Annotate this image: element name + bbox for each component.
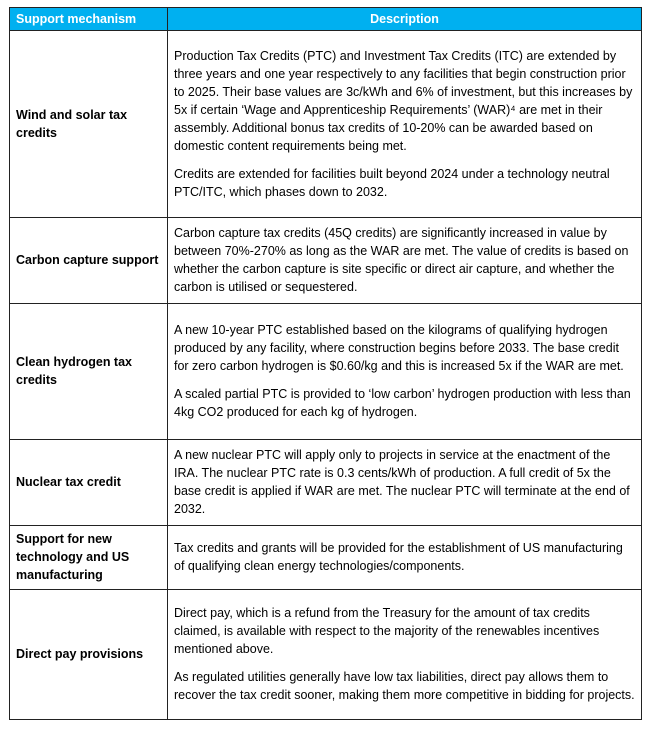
description-cell: [168, 526, 642, 590]
description-cell: [168, 31, 642, 218]
table-row: [10, 526, 642, 590]
description-cell: [168, 218, 642, 304]
support-mechanisms-table: [9, 7, 642, 720]
description-paragraph: Carbon capture tax credits (45Q credits) are significantly increased in value by between 70%-270% as long as the WAR are met. The value of credits is based on whether the carbon capture is site specific or direct air capture, and whether the carbon is utilised or sequestered.: [174, 226, 629, 294]
table-row: [10, 440, 642, 526]
description-paragraph: Credits are extended for facilities built beyond 2024 under a technology neutral PTC/ITC, which phases down to 2032.: [174, 166, 610, 199]
table-row: [10, 590, 642, 720]
mechanism-cell: Nuclear tax credit: [10, 440, 168, 526]
header-support-mechanism: Support mechanism: [10, 8, 168, 31]
description-cell: [168, 440, 642, 526]
table-row: [10, 31, 642, 218]
header-row: [10, 8, 642, 31]
table-row: [10, 218, 642, 304]
description-paragraph: Tax credits and grants will be provided for the establishment of US manufacturing of qualifying clean energy technologies/components.: [174, 541, 623, 573]
description-paragraph: A new 10-year PTC established based on the kilograms of qualifying hydrogen produced by any facility, where construction begins before 2033. The base credit for zero carbon hydrogen is $0.60/kg and this is increased 5x if the WAR are met.: [174, 323, 624, 373]
description-paragraph: Direct pay, which is a refund from the Treasury for the amount of tax credits claimed, is available with respect to the majority of the renewables incentives mentioned above.: [174, 606, 600, 656]
mechanism-cell: Clean hydrogen tax credits: [10, 304, 168, 440]
description-paragraph: As regulated utilities generally have low tax liabilities, direct pay allows them to recover the tax credit sooner, making them more competitive in bidding for projects.: [174, 670, 635, 702]
mechanism-cell: Support for new technology and US manufacturing: [10, 526, 168, 590]
mechanism-cell: Wind and solar tax credits: [10, 31, 168, 218]
mechanism-cell: Direct pay provisions: [10, 590, 168, 720]
description-cell: [168, 304, 642, 440]
mechanism-cell: Carbon capture support: [10, 218, 168, 304]
description-paragraph: A new nuclear PTC will apply only to projects in service at the enactment of the IRA. The nuclear PTC rate is 0.3 cents/kWh of production. A full credit of 5x the base credit is applied if WAR are met. The nuclear PTC will terminate at the end of 2032.: [174, 448, 630, 516]
description-paragraph: A scaled partial PTC is provided to ‘low carbon’ hydrogen production with less than 4kg CO2 produced for each kg of hydrogen.: [174, 387, 631, 419]
table-row: [10, 304, 642, 440]
header-description: Description: [168, 8, 642, 31]
description-paragraph: Production Tax Credits (PTC) and Investment Tax Credits (ITC) are extended by three years and one year respectively to any facilities that begin construction prior to 2025. Their base values are 3c/kWh and 6% of investment, but this increases by 5x if certain ‘Wage and Apprenticeship Requirements’ (WAR)⁴ are met in their assembly. Additional bonus tax credits of 10-20% can be awarded based on domestic content requirements being met.: [174, 48, 633, 153]
description-cell: [168, 590, 642, 720]
